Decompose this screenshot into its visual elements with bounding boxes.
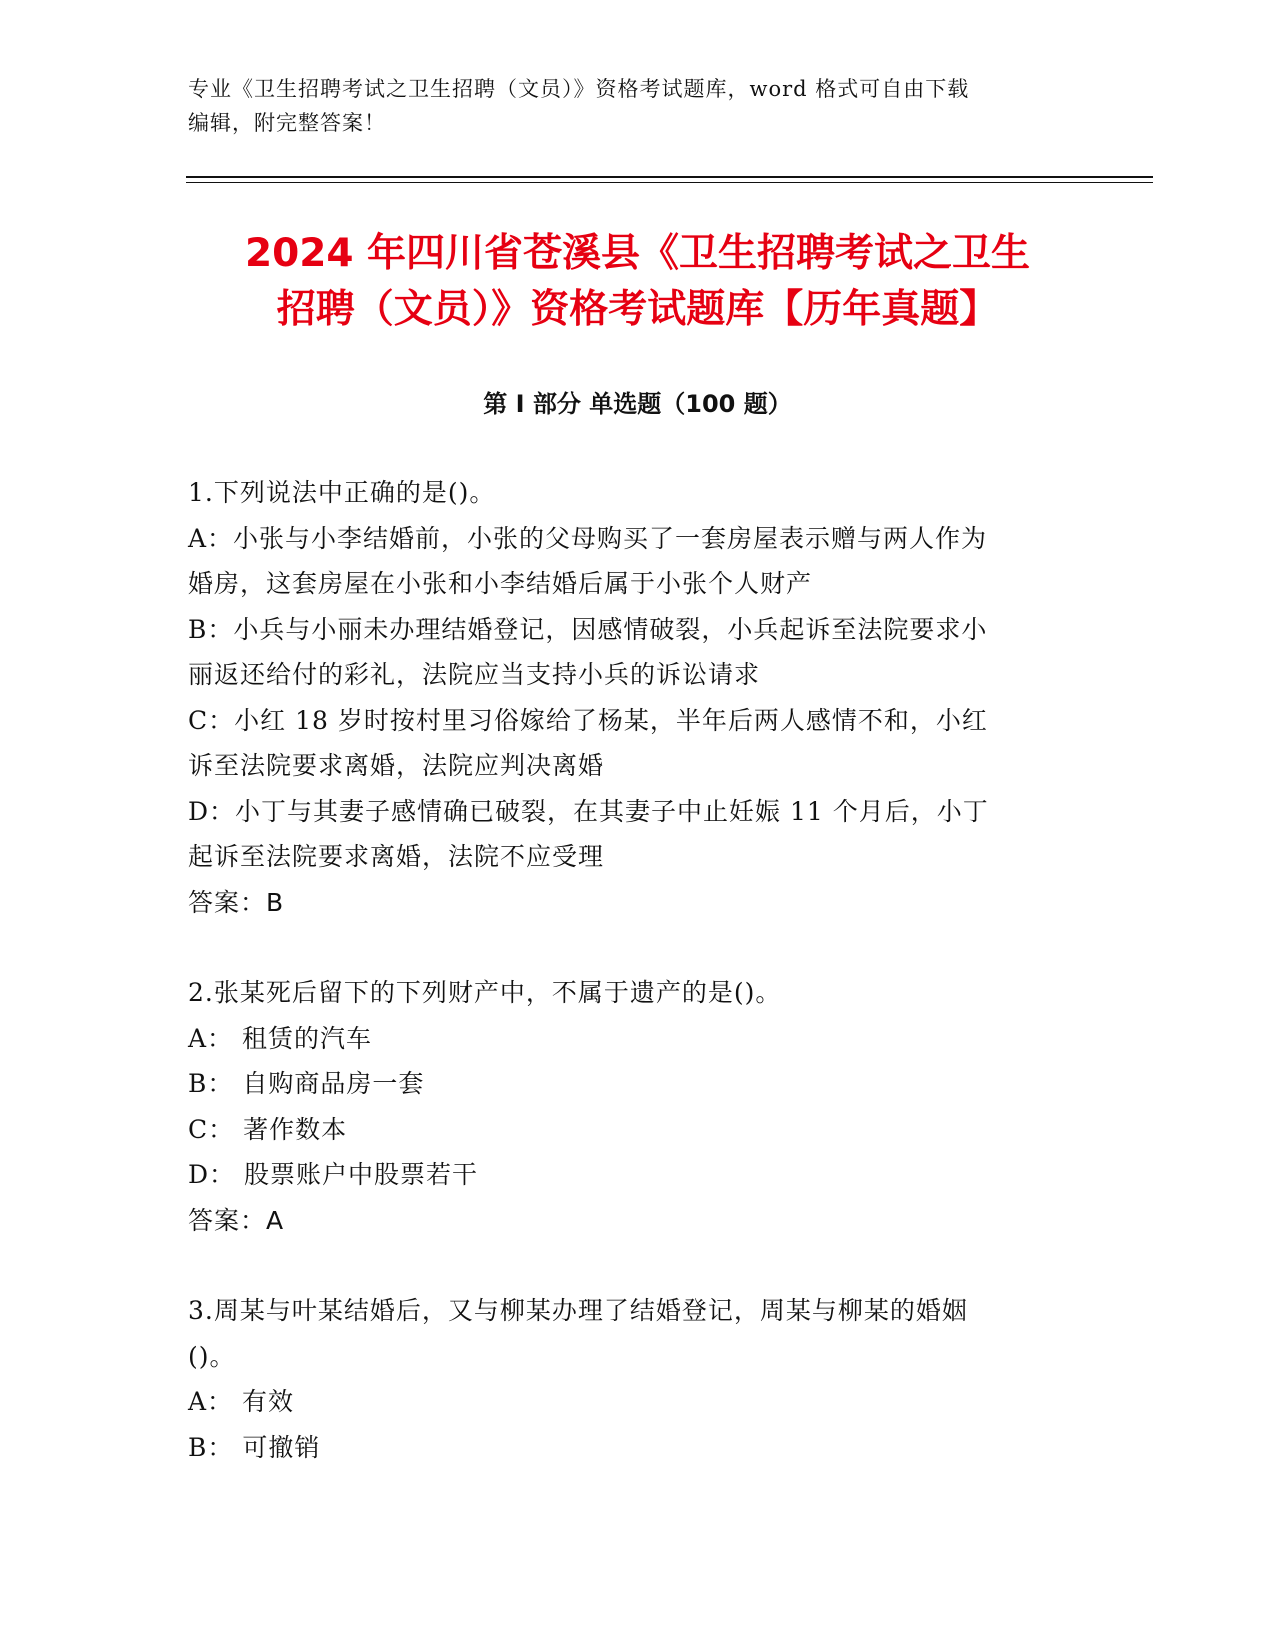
- question-stem: 3.周某与叶某结婚后，又与柳某办理了结婚登记，周某与柳某的婚姻: [188, 1296, 968, 1325]
- question-3: [188, 1288, 1068, 1470]
- option-d: D： 股票账户中股票若干: [188, 1160, 478, 1189]
- question-list: [188, 470, 1068, 1470]
- question-stem-continued: ()。: [188, 1341, 236, 1371]
- answer: 答案：B: [188, 887, 285, 917]
- option-d: D：小丁与其妻子感情确已破裂，在其妻子中止妊娠 11 个月后，小丁: [188, 796, 989, 826]
- option-a: A： 租赁的汽车: [188, 1023, 373, 1053]
- option-b: B： 可撤销: [188, 1432, 321, 1462]
- answer: 答案：A: [188, 1205, 285, 1235]
- option-d-continued: 起诉至法院要求离婚，法院不应受理: [188, 842, 605, 871]
- document-header-note: [188, 72, 1068, 140]
- option-a: A：小张与小李结婚前，小张的父母购买了一套房屋表示赠与两人作为: [188, 523, 988, 553]
- option-c-continued: 诉至法院要求离婚，法院应判决离婚: [188, 751, 605, 780]
- section-title: 第 I 部分 单选题（100 题）: [483, 390, 792, 418]
- header-divider: [186, 176, 1153, 178]
- question-stem: 2.张某死后留下的下列财产中，不属于遗产的是()。: [188, 978, 782, 1007]
- header-note-line-2: 编辑，附完整答案！: [188, 111, 386, 135]
- document-title: [150, 226, 1125, 338]
- option-c: C：小红 18 岁时按村里习俗嫁给了杨某，半年后两人感情不和，小红: [188, 705, 988, 735]
- header-divider-thin: [186, 182, 1153, 183]
- question-2: [188, 970, 1068, 1243]
- option-b-continued: 丽返还给付的彩礼，法院应当支持小兵的诉讼请求: [188, 660, 761, 689]
- header-note-line-1: 专业《卫生招聘考试之卫生招聘（文员）》资格考试题库，word 格式可自由下载: [188, 77, 970, 101]
- question-1: [188, 470, 1068, 925]
- option-b: B：小兵与小丽未办理结婚登记，因感情破裂，小兵起诉至法院要求小: [188, 614, 988, 644]
- option-a: A： 有效: [188, 1387, 295, 1416]
- title-line-1: 2024 年四川省苍溪县《卫生招聘考试之卫生: [244, 231, 1031, 276]
- option-c: C： 著作数本: [188, 1114, 348, 1144]
- option-a-continued: 婚房，这套房屋在小张和小李结婚后属于小张个人财产: [188, 569, 813, 598]
- question-stem: 1.下列说法中正确的是()。: [188, 478, 496, 507]
- option-b: B： 自购商品房一套: [188, 1069, 425, 1098]
- title-line-2: 招聘（文员）》资格考试题库【历年真题】: [276, 287, 999, 332]
